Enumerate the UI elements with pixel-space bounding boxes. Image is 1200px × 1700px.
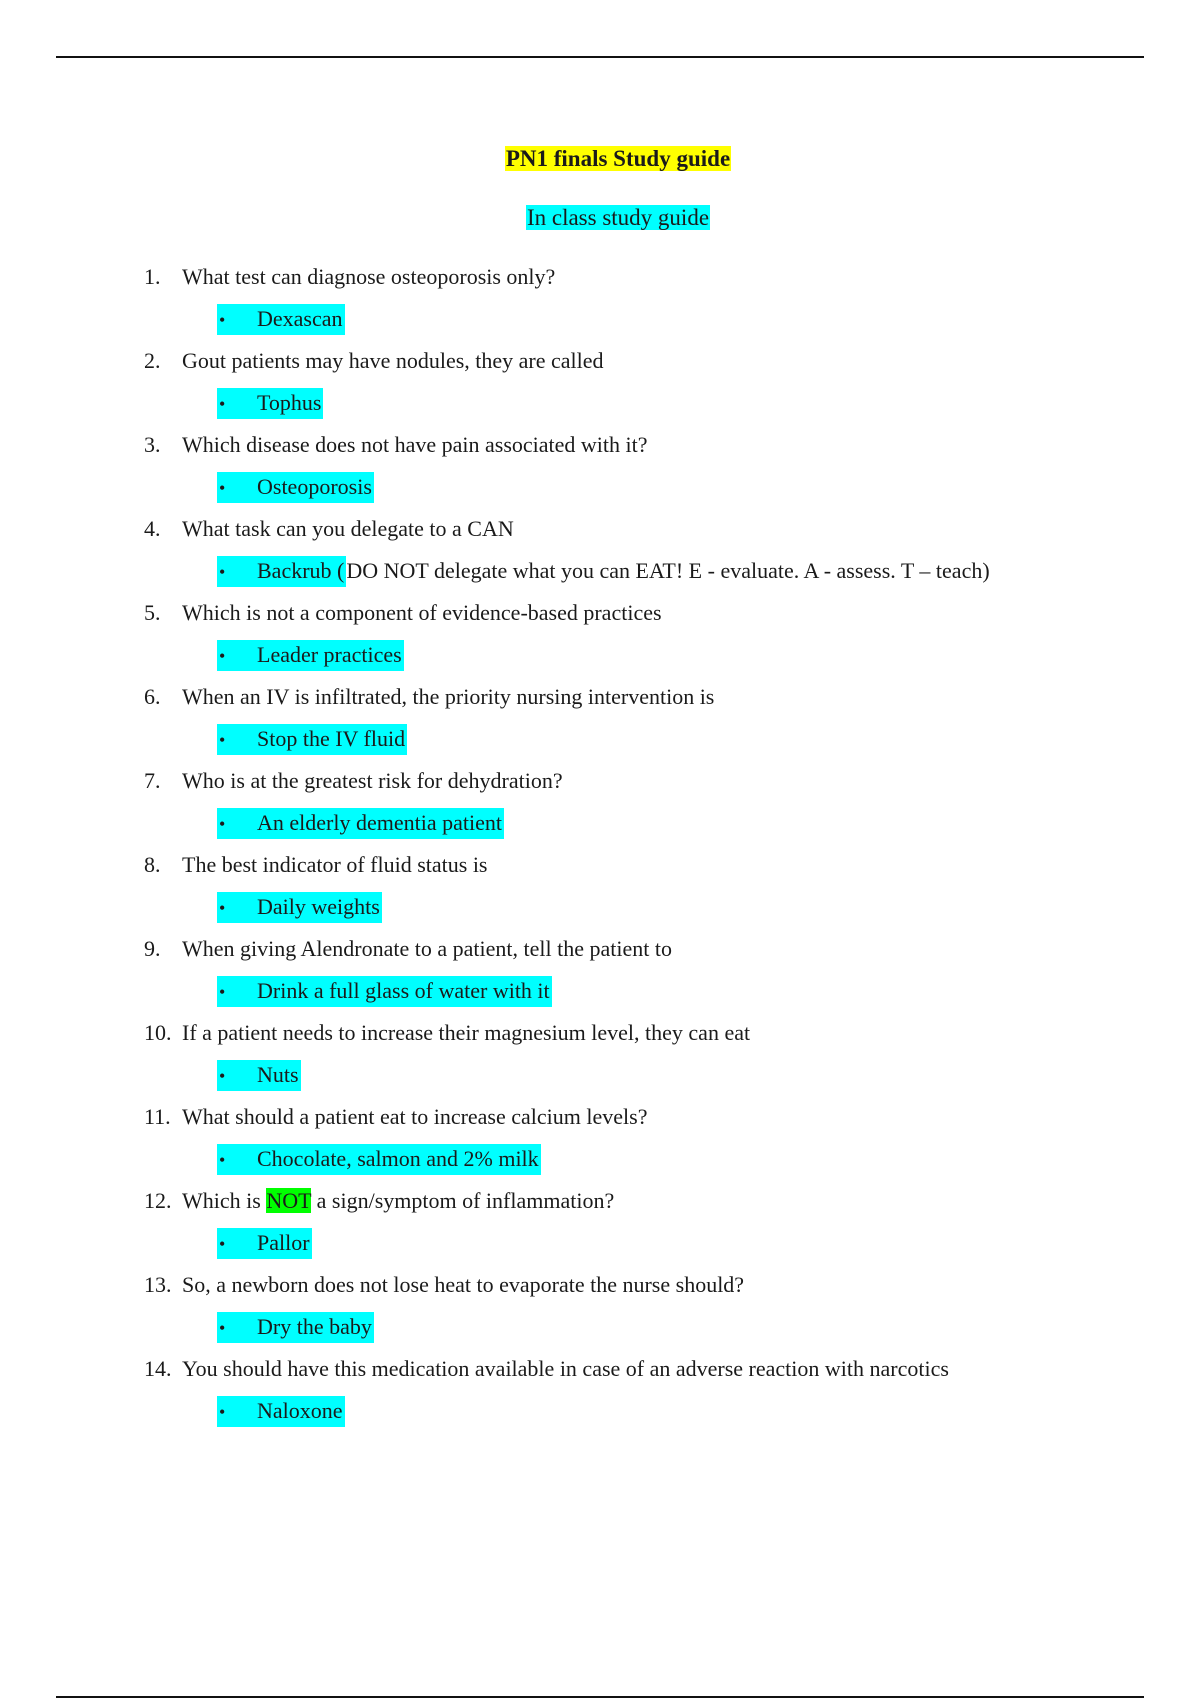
answer-note: DO NOT delegate what you can EAT! E - evaluate. A - assess. T – teach) xyxy=(346,558,990,583)
question-line xyxy=(144,598,662,628)
bullet-icon: • xyxy=(219,898,226,918)
question-text: Which disease does not have pain associated with it? xyxy=(182,432,648,457)
question-line xyxy=(144,766,563,796)
question-item xyxy=(0,1270,1200,1354)
answer-highlight xyxy=(217,1060,301,1091)
answer-line xyxy=(217,1144,541,1174)
answer-text: Chocolate, salmon and 2% milk xyxy=(257,1146,539,1171)
answer-text: An elderly dementia patient xyxy=(257,810,502,835)
bullet-icon: • xyxy=(219,562,226,582)
answer-line xyxy=(217,1060,301,1090)
question-item xyxy=(0,598,1200,682)
question-number: 1. xyxy=(144,264,161,289)
question-line xyxy=(144,934,672,964)
question-text: What test can diagnose osteoporosis only? xyxy=(182,264,556,289)
bullet-icon: • xyxy=(219,1066,226,1086)
question-number: 11. xyxy=(144,1104,171,1129)
question-number: 5. xyxy=(144,600,161,625)
question-number: 10. xyxy=(144,1020,172,1045)
answer-line xyxy=(217,808,504,838)
bullet-icon: • xyxy=(219,1234,226,1254)
question-text: When an IV is infiltrated, the priority nursing intervention is xyxy=(182,684,715,709)
bottom-rule xyxy=(56,1696,1144,1698)
question-line xyxy=(144,514,514,544)
answer-line xyxy=(217,1228,312,1258)
question-text-before: Which is xyxy=(182,1188,267,1213)
question-item xyxy=(0,766,1200,850)
question-item xyxy=(0,430,1200,514)
question-number: 9. xyxy=(144,936,161,961)
bullet-icon: • xyxy=(219,982,226,1002)
top-rule xyxy=(56,56,1144,58)
answer-highlight xyxy=(217,640,404,671)
question-item xyxy=(0,1186,1200,1270)
answer-text: Leader practices xyxy=(257,642,402,667)
answer-line xyxy=(217,976,552,1006)
bullet-icon: • xyxy=(219,1402,226,1422)
answer-line xyxy=(217,892,382,922)
question-list xyxy=(0,262,1200,1438)
question-line xyxy=(144,682,714,712)
question-line xyxy=(144,346,604,376)
question-text: When giving Alendronate to a patient, tell the patient to xyxy=(182,936,672,961)
question-number: 14. xyxy=(144,1356,172,1381)
question-text: The best indicator of fluid status is xyxy=(182,852,488,877)
bullet-icon: • xyxy=(219,394,226,414)
bullet-icon: • xyxy=(219,478,226,498)
answer-line xyxy=(217,556,990,586)
question-item xyxy=(0,934,1200,1018)
answer-highlight xyxy=(217,1144,541,1175)
question-item xyxy=(0,850,1200,934)
answer-line xyxy=(217,640,404,670)
question-text: Gout patients may have nodules, they are called xyxy=(182,348,604,373)
question-text-after: a sign/symptom of inflammation? xyxy=(311,1188,615,1213)
question-text: Who is at the greatest risk for dehydration? xyxy=(182,768,563,793)
question-number: 12. xyxy=(144,1188,172,1213)
question-item xyxy=(0,1354,1200,1438)
answer-text: Drink a full glass of water with it xyxy=(257,978,550,1003)
question-number: 8. xyxy=(144,852,161,877)
answer-highlight xyxy=(217,976,552,1007)
answer-highlight xyxy=(217,556,346,587)
question-line xyxy=(144,850,488,880)
question-item xyxy=(0,262,1200,346)
answer-highlight xyxy=(217,808,504,839)
question-line xyxy=(144,1270,744,1300)
question-line xyxy=(144,1354,949,1384)
question-number: 4. xyxy=(144,516,161,541)
question-line xyxy=(144,262,555,292)
bullet-icon: • xyxy=(219,1318,226,1338)
question-line xyxy=(144,1102,647,1132)
question-item xyxy=(0,1018,1200,1102)
question-text: What should a patient eat to increase calcium levels? xyxy=(182,1104,648,1129)
question-number: 7. xyxy=(144,768,161,793)
answer-text: Backrub ( xyxy=(257,558,345,583)
question-emphasis: NOT xyxy=(266,1188,312,1213)
page-title: PN1 finals Study guide xyxy=(505,146,731,171)
question-line xyxy=(144,1018,750,1048)
question-text: So, a newborn does not lose heat to evaporate the nurse should? xyxy=(182,1272,745,1297)
answer-text: Stop the IV fluid xyxy=(257,726,406,751)
answer-text: Tophus xyxy=(257,390,322,415)
question-number: 13. xyxy=(144,1272,172,1297)
answer-line xyxy=(217,304,345,334)
answer-text: Osteoporosis xyxy=(257,474,372,499)
question-text: You should have this medication available in case of an adverse reaction with narcotics xyxy=(182,1356,949,1381)
answer-highlight xyxy=(217,472,374,503)
answer-highlight xyxy=(217,304,345,335)
answer-highlight xyxy=(217,1396,345,1427)
answer-highlight xyxy=(217,892,382,923)
answer-highlight xyxy=(217,1312,374,1343)
question-text: What task can you delegate to a CAN xyxy=(182,516,514,541)
question-number: 6. xyxy=(144,684,161,709)
answer-text: Nuts xyxy=(257,1062,299,1087)
page-subtitle: In class study guide xyxy=(526,205,710,230)
question-item xyxy=(0,514,1200,598)
question-item xyxy=(0,1102,1200,1186)
bullet-icon: • xyxy=(219,1150,226,1170)
answer-text: Daily weights xyxy=(257,894,380,919)
question-text: Which is not a component of evidence-based practices xyxy=(182,600,662,625)
bullet-icon: • xyxy=(219,646,226,666)
question-line xyxy=(144,430,648,460)
answer-highlight xyxy=(217,388,323,419)
question-line xyxy=(144,1186,614,1216)
answer-highlight xyxy=(217,1228,312,1259)
question-number: 2. xyxy=(144,348,161,373)
answer-line xyxy=(217,472,374,502)
answer-text: Pallor xyxy=(257,1230,310,1255)
answer-line xyxy=(217,1396,345,1426)
answer-line xyxy=(217,1312,374,1342)
answer-highlight xyxy=(217,724,407,755)
bullet-icon: • xyxy=(219,310,226,330)
answer-text: Naloxone xyxy=(257,1398,343,1423)
bullet-icon: • xyxy=(219,814,226,834)
answer-line xyxy=(217,724,407,754)
question-item xyxy=(0,346,1200,430)
question-text: If a patient needs to increase their magnesium level, they can eat xyxy=(182,1020,751,1045)
answer-text: Dexascan xyxy=(257,306,343,331)
answer-line xyxy=(217,388,323,418)
question-number: 3. xyxy=(144,432,161,457)
bullet-icon: • xyxy=(219,730,226,750)
answer-text: Dry the baby xyxy=(257,1314,372,1339)
question-item xyxy=(0,682,1200,766)
